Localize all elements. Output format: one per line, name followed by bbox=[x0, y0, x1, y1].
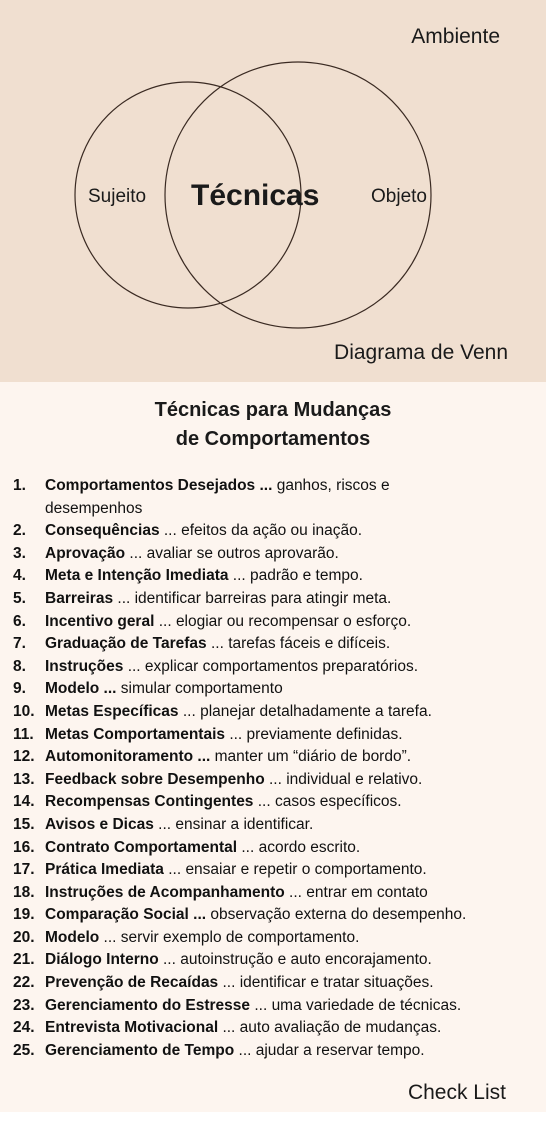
item-term: Comportamentos Desejados ... bbox=[45, 477, 273, 494]
item-description: ... auto avaliação de mudanças. bbox=[218, 1019, 442, 1037]
list-item bbox=[0, 791, 546, 814]
item-number: 3. bbox=[13, 544, 26, 562]
item-term: Gerenciamento de Tempo bbox=[45, 1041, 235, 1059]
techniques-panel bbox=[0, 382, 546, 1112]
venn-panel bbox=[0, 0, 546, 382]
list-item bbox=[0, 882, 546, 905]
item-description: ... entrar em contato bbox=[284, 883, 428, 901]
item-number: 12. bbox=[13, 748, 35, 766]
item-term: Automonitoramento ... bbox=[45, 748, 211, 766]
item-number: 2. bbox=[13, 522, 26, 540]
item-number: 6. bbox=[13, 612, 26, 630]
item-number: 21. bbox=[13, 951, 35, 969]
list-item bbox=[0, 588, 546, 611]
item-description: ganhos, riscos e desempenhos bbox=[45, 477, 390, 517]
item-description: ... efeitos da ação ou inação. bbox=[159, 522, 363, 540]
item-description: ... casos específicos. bbox=[253, 793, 402, 811]
item-number: 14. bbox=[13, 793, 35, 811]
list-item bbox=[0, 972, 546, 995]
diagram-caption: Diagrama de Venn bbox=[334, 341, 508, 364]
item-number: 17. bbox=[13, 861, 35, 879]
item-term: Instruções bbox=[45, 657, 124, 675]
item-term: Comparação Social ... bbox=[45, 906, 207, 924]
item-description: ... servir exemplo de comportamento. bbox=[99, 928, 360, 946]
checklist-label: Check List bbox=[407, 1081, 506, 1104]
item-description: ... previamente definidas. bbox=[225, 725, 403, 743]
item-description: ... avaliar se outros aprovarão. bbox=[125, 544, 339, 562]
list-item bbox=[0, 633, 546, 656]
item-description: ... tarefas fáceis e difíceis. bbox=[206, 635, 391, 653]
heading-line-1: Técnicas para Mudanças bbox=[154, 399, 392, 421]
list-item bbox=[0, 475, 546, 520]
item-number: 15. bbox=[13, 815, 35, 833]
item-description: ... identificar e tratar situações. bbox=[218, 974, 434, 992]
list-item bbox=[0, 520, 546, 543]
item-number: 8. bbox=[13, 657, 26, 675]
item-description: ... autoinstrução e auto encorajamento. bbox=[158, 951, 432, 969]
item-term: Metas Específicas bbox=[45, 702, 179, 720]
list-item bbox=[0, 904, 546, 927]
item-description: ... elogiar ou recompensar o esforço. bbox=[154, 612, 412, 630]
list-item bbox=[0, 724, 546, 747]
item-term: Meta e Intenção Imediata bbox=[45, 567, 229, 585]
item-term: Diálogo Interno bbox=[45, 951, 159, 969]
list-item bbox=[0, 565, 546, 588]
item-description: ... uma variedade de técnicas. bbox=[250, 996, 462, 1014]
list-item bbox=[0, 1040, 546, 1063]
item-term: Graduação de Tarefas bbox=[45, 635, 207, 653]
list-item bbox=[0, 746, 546, 769]
heading-line-2: de Comportamentos bbox=[175, 428, 371, 450]
ambiente-label: Ambiente bbox=[411, 25, 500, 48]
item-term: Consequências bbox=[45, 522, 160, 540]
objeto-label: Objeto bbox=[371, 186, 427, 207]
item-number: 22. bbox=[13, 974, 35, 992]
list-item bbox=[0, 701, 546, 724]
item-term: Instruções de Acompanhamento bbox=[45, 883, 285, 901]
list-item bbox=[0, 814, 546, 837]
list-item bbox=[0, 611, 546, 634]
item-description: observação externa do desempenho. bbox=[206, 906, 467, 924]
item-description: ... ajudar a reservar tempo. bbox=[234, 1041, 425, 1059]
item-description: ... planejar detalhadamente a tarefa. bbox=[178, 702, 432, 720]
item-term: Barreiras bbox=[45, 589, 114, 607]
techniques-list bbox=[0, 475, 546, 1062]
item-description: ... acordo escrito. bbox=[237, 838, 361, 856]
item-term: Modelo ... bbox=[45, 680, 117, 698]
item-number: 1. bbox=[13, 477, 26, 494]
list-item bbox=[0, 859, 546, 882]
item-number: 23. bbox=[13, 996, 35, 1014]
item-number: 25. bbox=[13, 1041, 35, 1059]
list-item bbox=[0, 927, 546, 950]
item-number: 4. bbox=[13, 567, 26, 585]
item-description: ... individual e relativo. bbox=[264, 770, 423, 788]
list-item bbox=[0, 837, 546, 860]
item-number: 19. bbox=[13, 906, 35, 924]
item-term: Contrato Comportamental bbox=[45, 838, 238, 856]
sujeito-label: Sujeito bbox=[88, 186, 147, 207]
item-number: 20. bbox=[13, 928, 35, 946]
item-term: Modelo bbox=[45, 928, 100, 946]
item-number: 24. bbox=[13, 1019, 35, 1037]
item-number: 18. bbox=[13, 883, 35, 901]
list-item bbox=[0, 678, 546, 701]
list-item bbox=[0, 1017, 546, 1040]
item-description: ... identificar barreiras para atingir meta. bbox=[113, 589, 392, 607]
item-term: Incentivo geral bbox=[45, 612, 155, 630]
item-term: Entrevista Motivacional bbox=[45, 1019, 219, 1037]
item-description: ... padrão e tempo. bbox=[228, 567, 363, 585]
item-description: manter um “diário de bordo”. bbox=[210, 748, 412, 766]
tecnicas-label: Técnicas bbox=[191, 179, 320, 212]
item-term: Prática Imediata bbox=[45, 861, 164, 879]
item-term: Aprovação bbox=[45, 544, 126, 562]
list-item bbox=[0, 995, 546, 1018]
item-number: 11. bbox=[13, 725, 34, 743]
list-item bbox=[0, 543, 546, 566]
item-number: 7. bbox=[13, 635, 26, 653]
item-number: 13. bbox=[13, 770, 35, 788]
item-number: 16. bbox=[13, 838, 35, 856]
item-term: Recompensas Contingentes bbox=[45, 793, 254, 811]
item-term: Metas Comportamentais bbox=[45, 725, 226, 743]
item-description: ... ensinar a identificar. bbox=[153, 815, 314, 833]
list-item bbox=[0, 769, 546, 792]
list-item bbox=[0, 949, 546, 972]
item-term: Prevenção de Recaídas bbox=[45, 974, 219, 992]
item-term: Feedback sobre Desempenho bbox=[45, 770, 265, 788]
item-description: ... ensaiar e repetir o comportamento. bbox=[163, 861, 427, 879]
item-term: Avisos e Dicas bbox=[45, 815, 154, 833]
bottom-strip bbox=[0, 1112, 546, 1125]
item-number: 9. bbox=[13, 680, 26, 698]
item-number: 10. bbox=[13, 702, 35, 720]
item-term: Gerenciamento do Estresse bbox=[45, 996, 251, 1014]
item-number: 5. bbox=[13, 589, 26, 607]
list-item bbox=[0, 656, 546, 679]
item-description: simular comportamento bbox=[116, 680, 283, 698]
item-description: ... explicar comportamentos preparatórios. bbox=[123, 657, 419, 675]
